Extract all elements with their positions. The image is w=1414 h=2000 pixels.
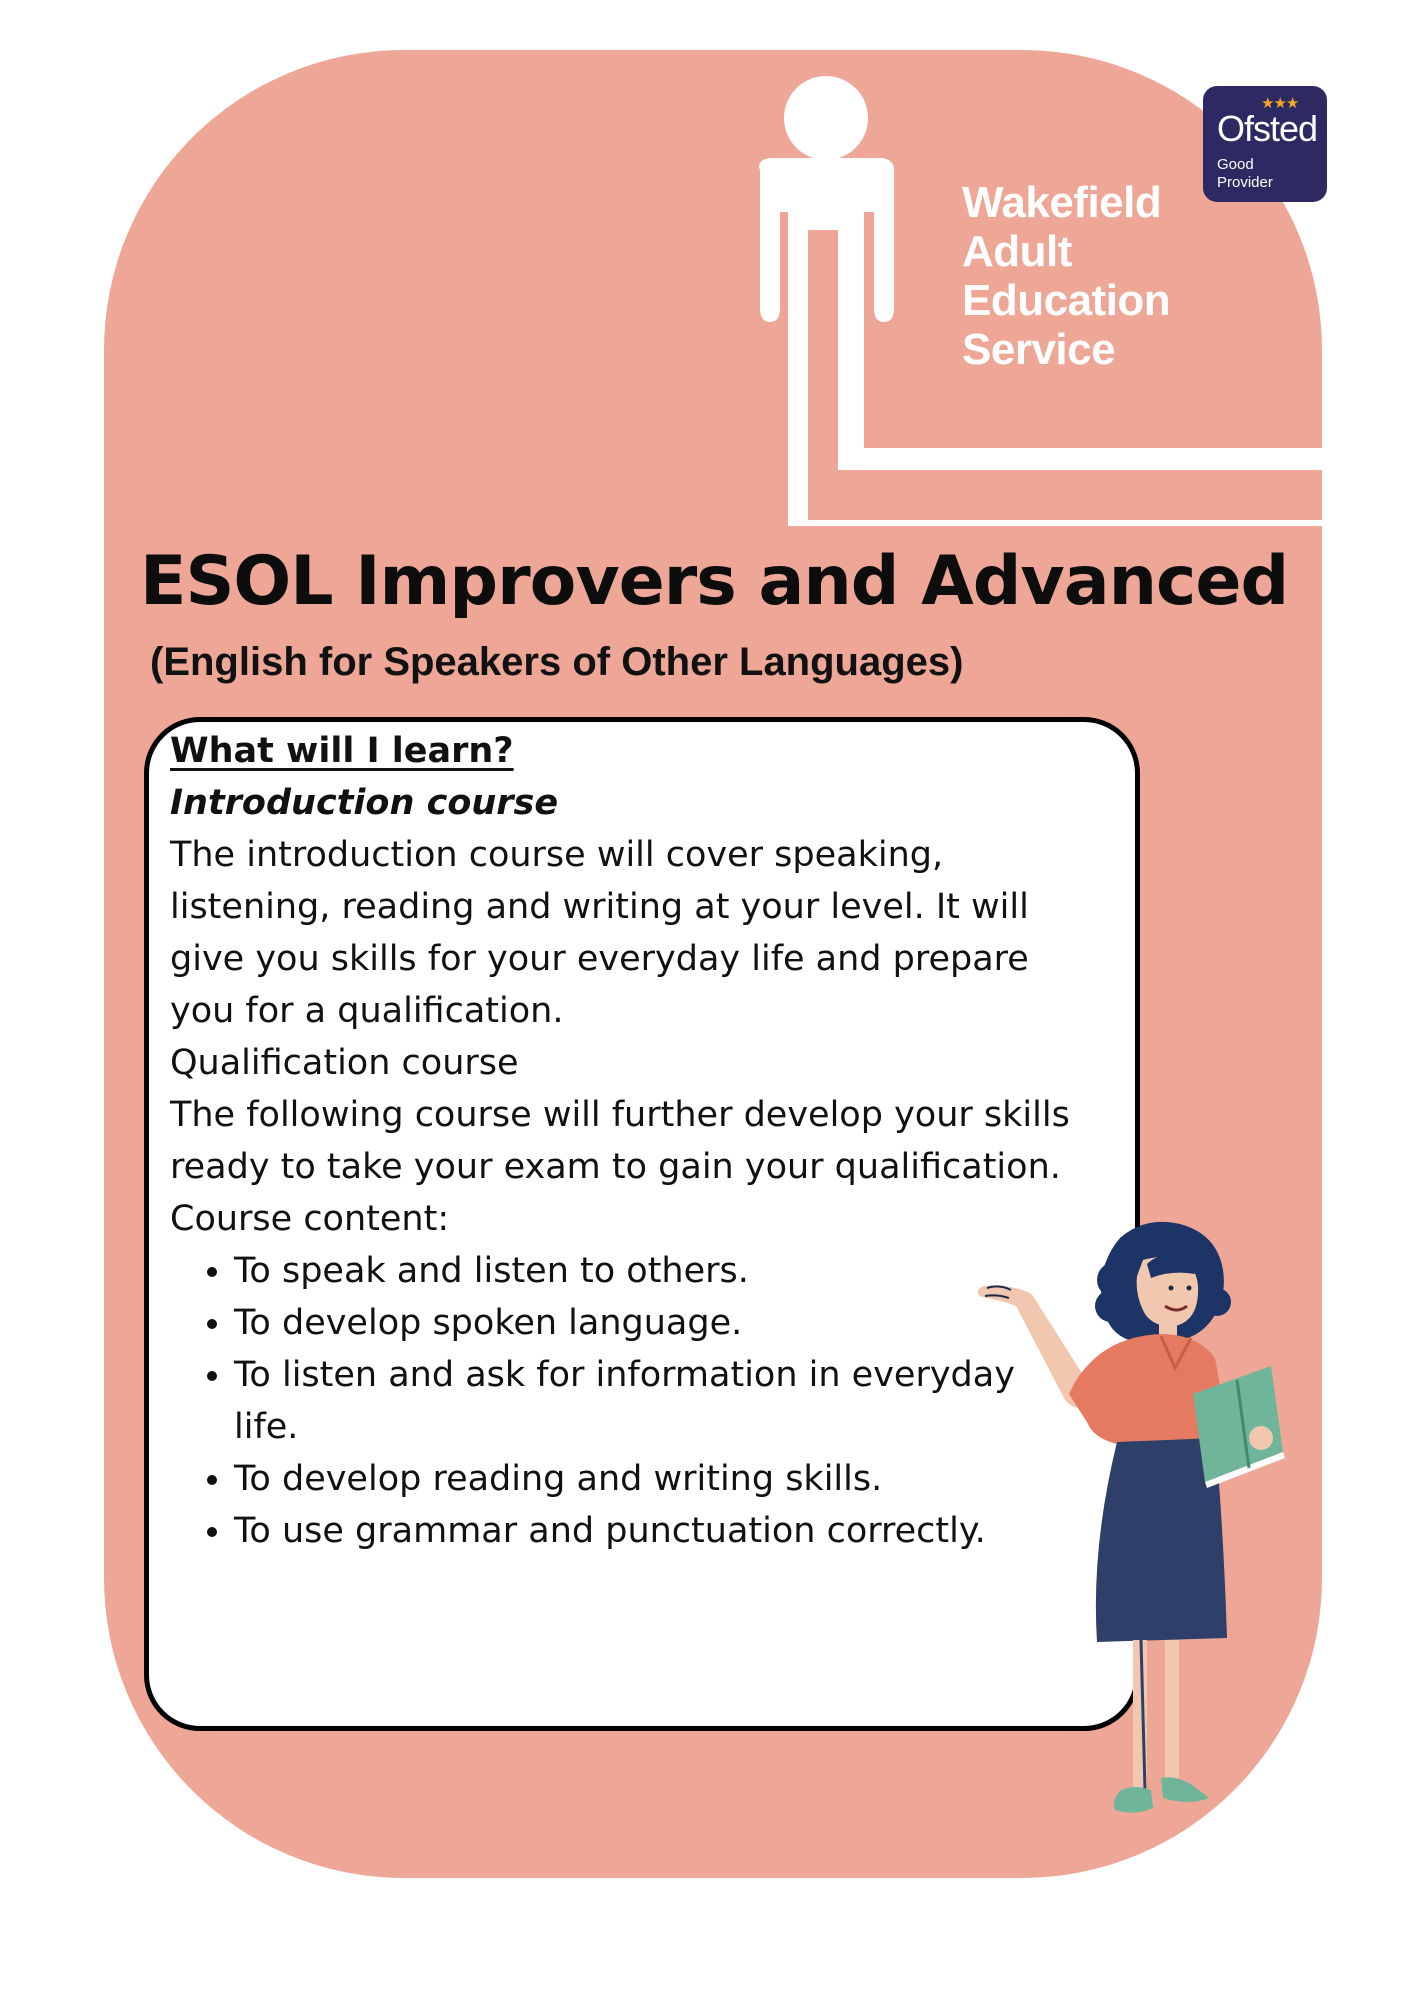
ofsted-rating [1217,156,1273,192]
learn-heading: What will I learn? [170,731,514,771]
list-item: • To use grammar and punctuation correctly. [234,1505,1090,1557]
list-item: • To develop spoken language. [234,1297,1090,1349]
intro-heading: Introduction course [170,783,559,823]
service-name-line-3: Education [962,276,1171,325]
service-name [962,178,1170,374]
course-content-list [170,1245,1090,1557]
list-item: • To speak and listen to others. [234,1245,1090,1297]
list-item: • To develop reading and writing skills. [234,1453,1090,1505]
teacher-illustration-icon [965,1218,1325,1838]
list-item: • To listen and ask for information in everyday life. [234,1349,1090,1453]
intro-text: The introduction course will cover speaking, listening, reading and writing at your level. It will give you skills for your everyday life and prepare you for a qualification. [170,835,1029,1031]
qualification-heading: Qualification course [170,1043,519,1083]
ofsted-stars-icon: ★★★ [1261,94,1299,112]
page-subtitle: (English for Speakers of Other Languages) [150,640,964,684]
service-name-line-1: Wakefield [962,178,1162,227]
course-content [170,725,1090,1557]
ofsted-badge [1203,86,1327,202]
ofsted-rating-line-1: Good [1217,156,1254,173]
ofsted-rating-line-2: Provider [1217,174,1273,191]
qualification-text: The following course will further develop your skills ready to take your exam to gain your qualification. [170,1095,1070,1187]
course-content-label: Course content: [170,1199,450,1239]
page-title: ESOL Improvers and Advanced [140,542,1289,621]
ofsted-name: Ofsted [1217,108,1318,149]
service-name-line-2: Adult [962,227,1072,276]
service-name-line-4: Service [962,325,1116,374]
